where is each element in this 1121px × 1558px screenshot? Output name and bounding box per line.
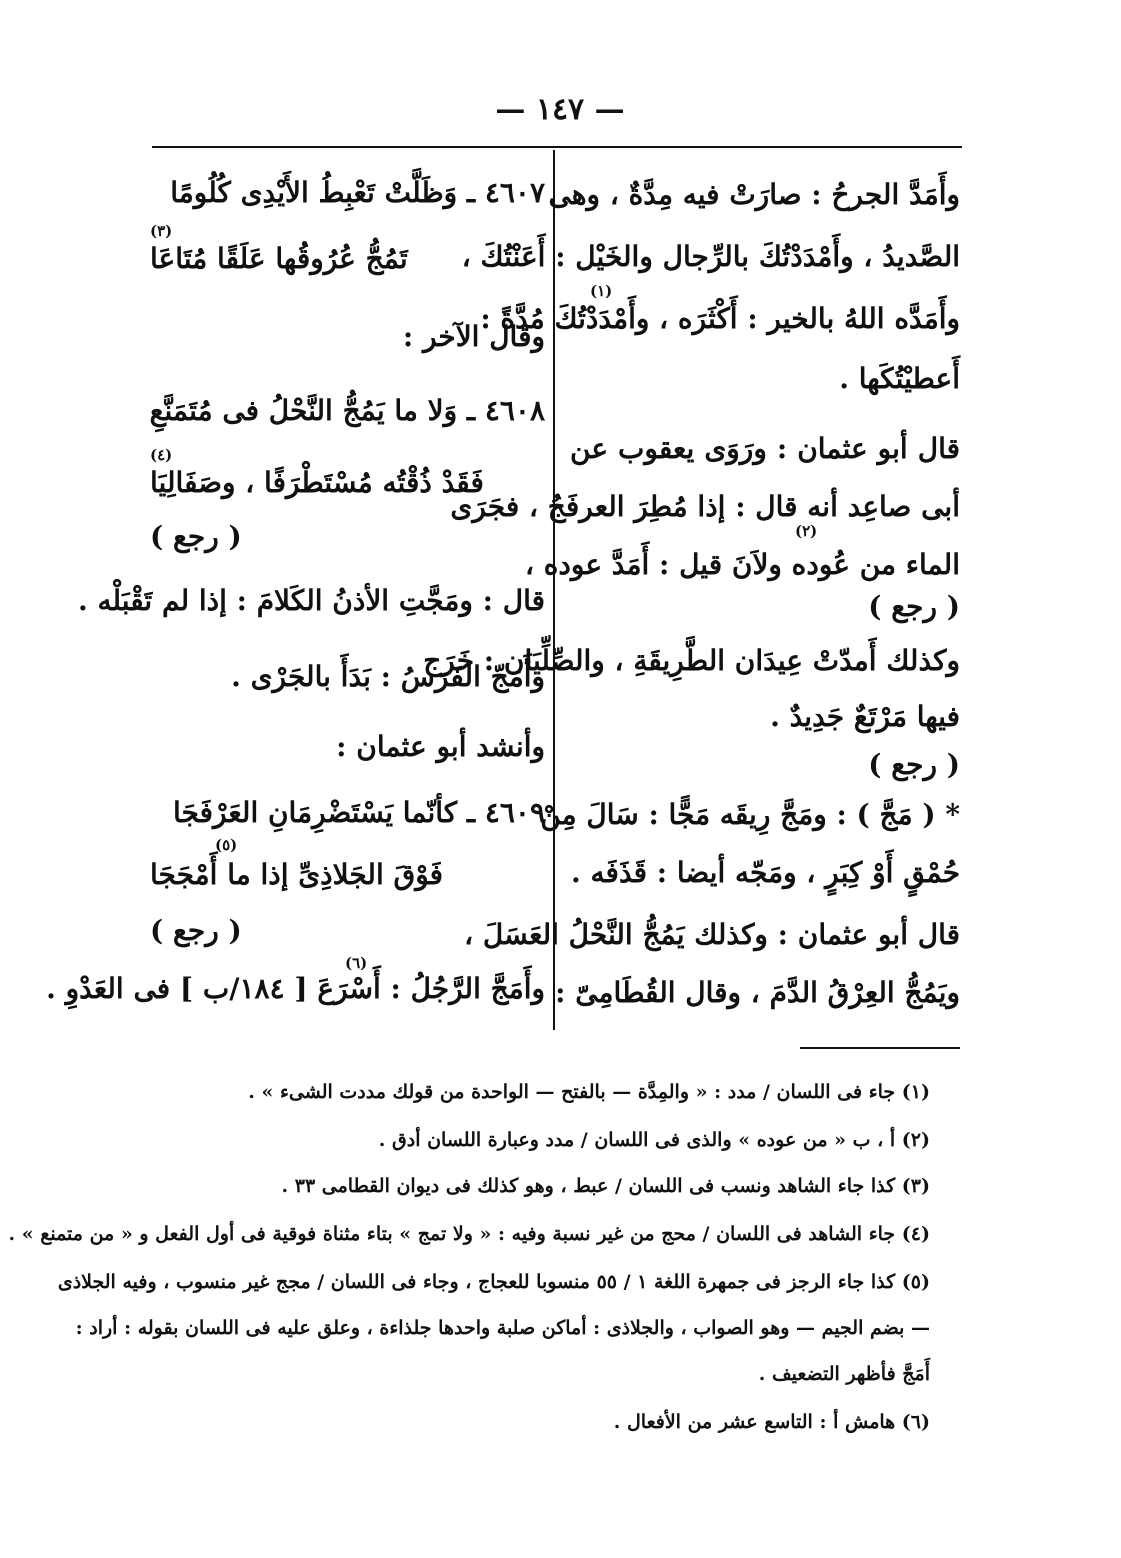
right-rujoo-2: ( رجع ) xyxy=(868,748,960,781)
left-verse-4609b: فَوْقَ الجَلاذِىِّ إذا ما أَمْجَجَا xyxy=(150,858,444,891)
footnote-3: (٣) كذا جاء الشاهد ونسب فى اللسان / عبط ، وهو كذلك فى ديوان القطامى ٣٣ . xyxy=(281,1175,930,1197)
right-line-5: قال أبو عثمان : ورَوَى يعقوب عن xyxy=(570,432,960,465)
right-line-8: وكذلك أَمدّتْ عِيدَان الطَّرِيقَةِ ، والصِّلِّيَان : خَرَج xyxy=(423,644,960,677)
left-rujoo-2: ( رجع ) xyxy=(150,914,242,947)
left-verse-4607a: ٤٦٠٧ ـ وَظَلَّتْ تَعْبِطُ الأَيْدِى كُلُومًا xyxy=(170,176,545,209)
right-line-10: * ( مَجَّ ) : ومَجَّ رِيقَه مَجًّا : سَالَ مِنْ xyxy=(540,798,960,831)
right-line-6: أبى صاعِد أنه قال : إذا مُطِرَ العرفَجُ ، فجَرَى xyxy=(450,490,960,523)
footnote-6: (٦) هامش أ : التاسع عشر من الأفعال . xyxy=(613,1411,930,1433)
right-line-7: الماء من عُوده ولاَنَ قيل : أَمَدَّ عوده ، xyxy=(524,548,960,581)
left-line-2: وأَمَجّ الفَرَسُ : بَدَأَ بالجَرْى . xyxy=(231,660,545,693)
footnote-4: (٤) جاء الشاهد فى اللسان / محج من غير نسبة وفيه : « ولا تمج » بتاء مثناة فوقية فى أول الفعل و « من متمنع » . xyxy=(8,1223,930,1245)
footnote-5: (٥) كذا جاء الرجز فى جمهرة اللغة ١ / ٥٥ منسوبا للعجاج ، وجاء فى اللسان / مجج غير منسوب ، وفيه الجلاذى xyxy=(57,1271,930,1293)
right-line-3: وأَمَدَّه اللهُ بالخير : أَكْثَرَه ، وأَمْدَدْتُكَ مُدَّةً : xyxy=(480,302,960,335)
footnote-ref-6: (٦) xyxy=(345,954,368,972)
footnote-2: (٢) أ ، ب « من عوده » والذى فى اللسان / مدد وعبارة اللسان أدق . xyxy=(378,1129,930,1151)
right-rujoo-1: ( رجع ) xyxy=(868,590,960,623)
left-line-4: وأَمَجَّ الرَّجُلُ : أَسْرَعَ [ ١٨٤/ب ] فى العَدْوِ . xyxy=(46,972,545,1005)
footnote-ref-1: (١) xyxy=(590,282,613,300)
left-verse-4608b: فَقَدْ ذُقْتُه مُسْتَطْرَفًا ، وصَفَالِيَا xyxy=(150,466,484,499)
footnote-ref-3: (٣) xyxy=(150,222,173,240)
footnote-rule xyxy=(800,1047,960,1049)
footnote-ref-4: (٤) xyxy=(150,446,173,464)
footnote-ref-2: (٢) xyxy=(795,522,818,540)
right-line-12: قال أبو عثمان : وكذلك يَمُجُّ النَّحْلُ العَسَلَ ، xyxy=(464,918,960,951)
right-line-4: أَعطيْتُكَها . xyxy=(839,362,960,395)
left-verse-4607b: تَمُجُّ عُرُوقُها عَلَقًا مُتَاعَا xyxy=(150,242,408,275)
footnote-ref-5: (٥) xyxy=(215,836,238,854)
column-divider xyxy=(553,150,555,1030)
page-number: — ١٤٧ — xyxy=(495,92,625,127)
left-verse-4608a: ٤٦٠٨ ـ وَلا ما يَمُجُّ النَّحْلُ فى مُتَمَنَّعِ xyxy=(149,394,545,427)
footnote-1: (١) جاء فى اللسان / مدد : « والمِدَّة — بالفتح — الواحدة من قولك مددت الشىء » . xyxy=(248,1081,930,1103)
left-rujoo-1: ( رجع ) xyxy=(150,520,242,553)
right-line-9: فيها مَرْتَعٌ جَدِيدٌ . xyxy=(770,700,960,733)
right-line-2: الصَّديدُ ، وأَمْدَدْتُكَ بالرِّجال والخَيْل : أَعَنْتُكَ ، xyxy=(461,240,960,273)
right-line-1: وأَمَدَّ الجرحُ : صارَتْ فيه مِدَّةٌ ، وهى xyxy=(548,178,960,211)
footnote-5-cont-1: — بضم الجيم — وهو الصواب ، والجلاذى : أماكن صلبة واحدها جلذاءة ، وعلق عليه فى اللسان بقوله : أراد : xyxy=(75,1317,930,1339)
right-line-13: ويَمُجُّ العِرْقُ الدَّمَ ، وقال القُطَامِىّ : xyxy=(555,976,960,1009)
right-line-11: حُمْقٍ أَوْ كِبَرٍ ، ومَجّه أيضا : قَذَفَه . xyxy=(571,856,960,889)
left-line-qala-alakhar: وقال الآخر : xyxy=(402,320,545,353)
header-rule xyxy=(152,146,962,148)
footnote-5-cont-2: أَمَجَّ فأظهر التضعيف . xyxy=(758,1363,930,1385)
left-verse-4609a: ٤٦٠٩ ـ كأنّما يَسْتَضْرِمَانِ العَرْفَجَا xyxy=(172,796,545,829)
left-line-1: قال : ومَجَّتِ الأذنُ الكَلامَ : إذا لم تَقْبَلْه . xyxy=(78,584,545,617)
left-line-3: وأنشد أبو عثمان : xyxy=(336,730,545,763)
